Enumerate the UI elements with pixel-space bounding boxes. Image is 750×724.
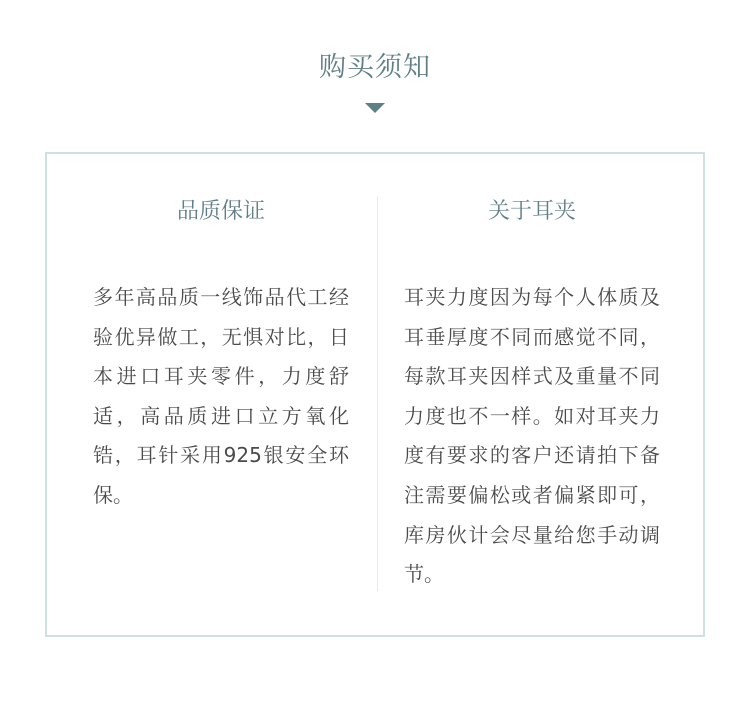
page-title: 购买须知 <box>319 52 431 83</box>
down-arrow-icon <box>365 103 385 113</box>
section-body-ear-clip: 耳夹力度因为每个人体质及耳垂厚度不同而感觉不同，每款耳夹因样式及重量不同力度也不一样。如对耳夹力度有要求的客户还请拍下备注需要偏松或者偏紧即可，库房伙计会尽量给您手动调节。 <box>404 285 660 587</box>
column-divider <box>377 196 378 591</box>
purchase-notice-box <box>45 152 705 637</box>
section-title-ear-clip: 关于耳夹 <box>487 199 576 224</box>
section-body-quality: 多年高品质一线饰品代工经验优异做工，无惧对比，日本进口耳夹零件，力度舒适，高品质进口立方氧化锆，耳针采用925银安全环保。 <box>93 285 349 507</box>
section-title-quality: 品质保证 <box>176 199 265 224</box>
